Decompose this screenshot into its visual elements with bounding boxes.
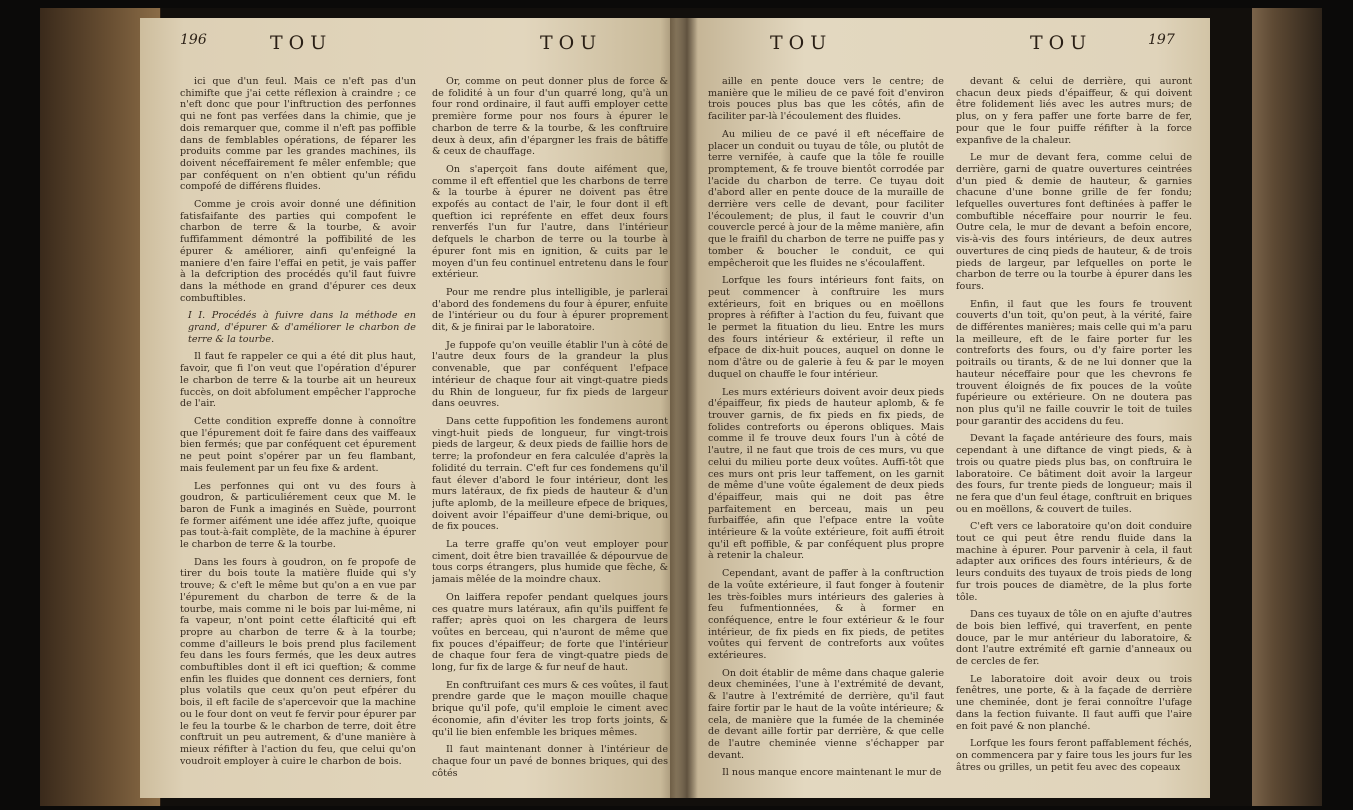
left-page-column-1 <box>180 76 416 792</box>
page-number-left: 196 <box>180 32 207 48</box>
paragraph: On laiffera repofer pendant quelques jours ces quatre murs latéraux, afin qu'ils puiffent fe raffer; après quoi on les chargera de leurs voûtes en berceau, qui n'auront de même que fix pouces d'épaiffeur; de forte que l'intérieur de chaque four fera de vingt-quatre pieds de long, fur fix de large & fur neuf de haut. <box>432 591 668 674</box>
running-head-left-2: TOU <box>540 32 603 54</box>
paragraph: Les perfonnes qui ont vu des fours à goudron, & particuliérement ceux que M. le baron de Funk a imaginés en Suède, pourront fe former aifément une idée affez jufte, quoique pas tout-à-fait complète, de la machine à épurer le charbon de terre & la tourbe. <box>180 480 416 551</box>
paragraph: Dans les fours à goudron, on fe propofe de tirer du bois toute la matière fluide qui s'y trouve; & c'eft le même but qu'on a en vue par l'épurement du charbon de terre & de la tourbe, mais comme ni le bois par lui-même, ni fa vapeur, n'ont point cette élafticité qui eft propre au charbon de terre & à la tourbe; comme d'ailleurs le bois prend plus facilement feu dans les fours fermés, que les deux autres combuftibles dont il eft ici queftion; & comme enfin les fluides que donnent ces derniers, font plus volatils que ceux qu'on peut efpérer du bois, il eft facile de s'apercevoir que la machine ou le four dont on veut fe fervir pour épurer par le feu la tourbe & le charbon de terre, doit être conftruit un peu autrement, & d'une manière à mieux réfifter à l'action du feu, que celui qu'on voudroit employer à cuire le charbon de bois. <box>180 556 416 767</box>
page-number-right: 197 <box>1148 32 1175 48</box>
paragraph: devant & celui de derrière, qui auront chacun deux pieds d'épaiffeur, & qui doivent être folidement liés avec les autres murs; de plus, on y fera paffer une forte barre de fer, pour que le four puiffe réfifter à la force expanfive de la chaleur. <box>956 76 1192 146</box>
paragraph: Pour me rendre plus intelligible, je parlerai d'abord des fondemens du four à épurer, enfuite de l'intérieur ou du four à épurer proprement dit, & je finirai par le laboratoire. <box>432 286 668 334</box>
right-page-column-2 <box>956 76 1192 792</box>
paragraph: ici que d'un feul. Mais ce n'eft pas d'un chimifte que j'ai cette réflexion à craindre ; ce n'eft donc que pour l'inftruction des perfonnes qui ne font pas verfées dans la chimie, que je dois remarquer que, comme il n'eft pas poffible dans de femblables opérations, de féparer les produits comme par les grandes machines, ils doivent néceffairement fe mêler enfemble; que par conféquent on n'en obtient qu'un réfidu compofé de différens fluides. <box>180 76 416 193</box>
paragraph: Devant la façade antérieure des fours, mais cependant à une diftance de vingt pieds, & à trois ou quatre pieds plus bas, on conftruira le laboratoire. Ce bâtiment doit avoir la largeur des fours, fur trente pieds de longueur; mais il ne fera que d'un feul étage, conftruit en briques ou en moëllons, & couvert de tuiles. <box>956 433 1192 515</box>
paragraph: La terre graffe qu'on veut employer pour ciment, doit être bien travaillée & dépourvue de tous corps étrangers, plus humide que fèche, & jamais mêlée de la moindre chaux. <box>432 539 668 586</box>
paragraph: Au milieu de ce pavé il eft néceffaire de placer un conduit ou tuyau de tôle, ou plutôt de terre vernifée, à caufe que la tôle fe rouille promptement, & fe trouve bientôt corrodée par l'acide du charbon de terre. Ce tuyau doit d'abord aller en pente douce de la muraille de derrière vers celle de devant, pour faciliter l'écoulement; de plus, il faut le couvrir d'un couvercle percé à jour de la même manière, afin que le fraifil du charbon de terre ne puiffe pas y tomber & boucher le conduit, ce qui empêcheroit que les fluides ne s'écoulaffent. <box>708 128 944 269</box>
paragraph: Je fuppofe qu'on veuille établir l'un à côté de l'autre deux fours de la grandeur la plus convenable, que par conféquent l'efpace intérieur de chaque four ait vingt-quatre pieds du Rhin de longueur, fur fix pieds de largeur dans oeuvres. <box>432 339 668 410</box>
paragraph: Cependant, avant de paffer à la conftruction de la voûte extérieure, il faut fonger à foutenir les très-foibles murs intérieurs des galeries à feu fufmentionnées, & à former en conféquence, entre le four extérieur & le four intérieur, de fix pieds en fix pieds, de petites voûtes qui fervent de contreforts aux voûtes extérieures. <box>708 568 944 662</box>
running-head-right-1: TOU <box>770 32 833 54</box>
paragraph: Il faut fe rappeler ce qui a été dit plus haut, favoir, que fi l'on veut que l'opération d'épurer le charbon de terre & la tourbe ait un heureux fuccès, on doit abfolument empêcher l'approche de l'air. <box>180 351 416 410</box>
paragraph: On s'aperçoit fans doute aifément que, comme il eft effentiel que les charbons de terre & la tourbe à épurer ne doivent pas être expofés au contact de l'air, le four dont il eft queftion ici repréfente en effet deux fours renverfés l'un fur l'autre, dans l'intérieur defquels le charbon de terre ou la tourbe à épurer font mis en ignition, & cuits par le moyen d'un feu continuel entretenu dans le four extérieur. <box>432 163 668 281</box>
left-page-column-2 <box>432 76 668 792</box>
paragraph: Dans cette fuppofition les fondemens auront vingt-huit pieds de longueur, fur vingt-trois pieds de largeur, & deux pieds de faillie hors de terre; la profondeur en fera calculée d'après la folidité du terrain. C'eft fur ces fondemens qu'il faut élever d'abord le four intérieur, dont les murs latéraux, de fix pieds de hauteur & d'un jufte aplomb, de la meilleure efpece de briques, doivent avoir l'épaiffeur d'une demi-brique, ou de fix pouces. <box>432 415 668 533</box>
paragraph: Il faut maintenant donner à l'intérieur de chaque four un pavé de bonnes briques, qui des côtés <box>432 744 668 779</box>
paragraph: Or, comme on peut donner plus de force & de folidité à un four d'un quarré long, qu'à un four rond ordinaire, il faut auffi employer cette première forme pour nos fours à épurer le charbon de terre & la tourbe, & les conftruire deux à deux, afin d'épargner les frais de bâtiffe & ceux de chauffage. <box>432 76 668 158</box>
paragraph: Enfin, il faut que les fours fe trouvent couverts d'un toit, qu'on peut, à la vérité, faire de différentes manières; mais celle qui m'a paru la meilleure, eft de le faire porter fur les contreforts des fours, ou d'y faire porter les poitrails ou tirants, & de ne lui donner que la hauteur néceffaire pour que les chevrons fe trouvent éloignés de fix pouces de la voûte fupérieure ou extérieure. On ne doutera pas non plus qu'il ne faille couvrir le toit de tuiles pour garantir des accidens du feu. <box>956 298 1192 427</box>
running-head-left-1: TOU <box>270 32 333 54</box>
book-spread <box>40 8 1322 806</box>
section-heading: I I. Procédés à fuivre dans la méthode en grand, d'épurer & d'améliorer le charbon de terre & la tourbe. <box>188 310 416 345</box>
paragraph: Lorfque les fours feront paffablement féchés, on commencera par y faire tous les jours fur les âtres ou grilles, un petit feu avec des copeaux <box>956 738 1192 773</box>
running-head-right-2: TOU <box>1030 32 1093 54</box>
book-edge-right <box>1252 8 1322 806</box>
paragraph: On doit établir de même dans chaque galerie deux cheminées, l'une à l'extrémité de devant, & l'autre à l'extrémité de derrière, qu'il faut faire fortir par le haut de la voûte intérieure; & cela, de manière que la fumée de la cheminée de devant aille fortir par derrière, & que celle de l'autre cheminée vienne s'échapper par devant. <box>708 667 944 761</box>
paragraph: Les murs extérieurs doivent avoir deux pieds d'épaiffeur, fix pieds de hauteur aplomb, & fe trouver garnis, de fix pieds en fix pieds, de folides contreforts ou éperons obliques. Mais comme il fe trouve deux fours l'un à côté de l'autre, il ne faut que trois de ces murs, vu que celui du milieu porte deux voûtes. Auffi-tôt que ces murs ont pris leur taffement, on les garnit de même d'une voûte également de deux pieds d'épaiffeur, mais qui ne doit pas être parfaitement en berceau, mais un peu furbaiffée, afin que l'efpace entre la voûte intérieure & la voûte extérieure, foit auffi étroit qu'il eft poffible, & par conféquent plus propre à retenir la chaleur. <box>708 386 944 562</box>
paragraph: aille en pente douce vers le centre; de manière que le milieu de ce pavé foit d'environ trois pouces plus bas que les côtés, afin de faciliter par-là l'écoulement des fluides. <box>708 76 944 123</box>
paragraph: Le mur de devant fera, comme celui de derrière, garni de quatre ouvertures ceintrées d'un pied & demie de hauteur, & garnies chacune d'une bonne grille de fer fondu; lefquelles ouvertures font deftinées à paffer le combuftible néceffaire pour nourrir le feu. Outre cela, le mur de devant a befoin encore, vis-à-vis des fours intérieurs, de deux autres ouvertures de cinq pieds de hauteur, & de trois pieds de largeur, par lefquelles on porte le charbon de terre ou la tourbe à épurer dans les fours. <box>956 152 1192 292</box>
paragraph: Le laboratoire doit avoir deux ou trois fenêtres, une porte, & à la façade de derrière une cheminée, dont je ferai connoître l'ufage dans la fection fuivante. Il faut auffi que l'aire en foit pavé & non planché. <box>956 673 1192 732</box>
paragraph: Cette condition expreffe donne à connoître que l'épurement doit fe faire dans des vaiffeaux bien fermés; que par conféquent cet épurement ne peut point s'opérer par un feu flambant, mais feulement par un feu fixe & ardent. <box>180 415 416 474</box>
left-page <box>140 18 688 798</box>
paragraph: En conftruifant ces murs & ces voûtes, il faut prendre garde que le maçon mouille chaque brique qu'il pofe, qu'il emploie le ciment avec économie, afin d'éviter les trop forts joints, & qu'il lie bien enfemble les briques mêmes. <box>432 679 668 738</box>
paragraph: C'eft vers ce laboratoire qu'on doit conduire tout ce qui peut être rendu fluide dans la machine à épurer. Pour parvenir à cela, il faut adapter aux orifices des fours intérieurs, & de leurs conduits des tuyaux de trois pieds de long fur trois pouces de diamètre, de la plus forte tôle. <box>956 521 1192 603</box>
right-page <box>670 18 1210 798</box>
right-page-column-1 <box>708 76 944 792</box>
paragraph: Lorfque les fours intérieurs font faits, on peut commencer à conftruire les murs extérieurs, foit en briques ou en moëllons propres à réfifter à l'action du feu, fuivant que le permet la fituation du lieu. Entre les murs des fours intérieur & extérieur, il refte un efpace de dix-huit pouces, auquel on donne le nom d'âtre ou de galerie à feu & par le moyen duquel on chauffe le four intérieur. <box>708 275 944 380</box>
book-gutter <box>676 18 698 798</box>
paragraph: Comme je crois avoir donné une définition fatisfaifante des parties qui compofent le charbon de terre & la tourbe, & avoir fuffifamment démontré la poffibilité de les épurer & améliorer, ainfi qu'enfeigné la maniere d'en faire l'effai en petit, je vais paffer à la defcription des procédés qu'il faut fuivre dans la méthode en grand d'épurer ces deux combuftibles. <box>180 199 416 304</box>
paragraph: Il nous manque encore maintenant le mur de <box>722 767 942 779</box>
paragraph: Dans ces tuyaux de tôle on en ajufte d'autres de bois bien leffivé, qui traverfent, en pente douce, par le mur antérieur du laboratoire, & dont l'autre extrémité eft garnie d'anneaux ou de cercles de fer. <box>956 609 1192 668</box>
